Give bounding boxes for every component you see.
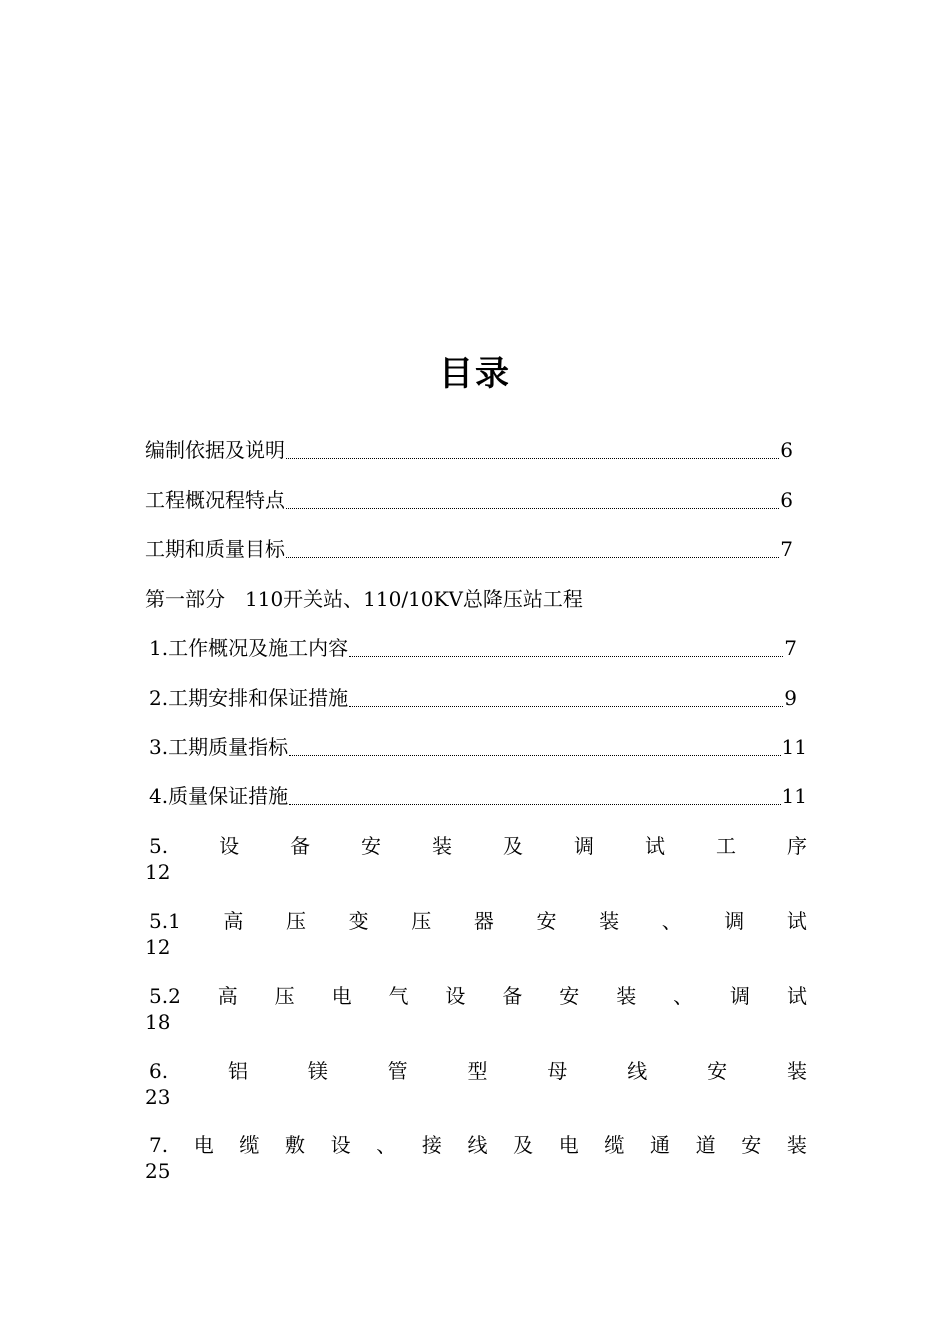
toc-entry[interactable] <box>145 488 793 512</box>
dot-leader <box>289 803 780 805</box>
spread-char: 缆 <box>239 1133 260 1157</box>
toc-spread-entry[interactable] <box>145 834 807 884</box>
toc-spread-entry[interactable] <box>145 984 807 1034</box>
toc-sub-entry[interactable] <box>149 784 807 808</box>
dot-leader <box>349 705 783 707</box>
toc-entry-label: 工期和质量目标 <box>145 537 285 561</box>
spread-char: 备 <box>290 834 311 858</box>
toc-entry-page: 11 <box>781 784 807 808</box>
spread-char: 线 <box>627 1059 648 1083</box>
spread-char: 高 <box>223 909 244 933</box>
toc-entry[interactable] <box>145 537 793 561</box>
toc-entry-page: 6 <box>780 488 793 512</box>
spread-char: 接 <box>421 1133 442 1157</box>
spread-char: 器 <box>473 909 494 933</box>
spread-char: 试 <box>644 834 665 858</box>
spread-char: 安 <box>559 984 580 1008</box>
spread-char: 镁 <box>307 1059 328 1083</box>
spread-char: 铝 <box>227 1059 248 1083</box>
toc-entry-label: 2.工期安排和保证措施 <box>149 686 349 710</box>
toc-entry-label: 工程概况程特点 <box>145 488 285 512</box>
spread-label-row <box>145 1059 807 1083</box>
toc-entry-label: 编制依据及说明 <box>145 438 285 462</box>
spread-char: 及 <box>513 1133 534 1157</box>
spread-char: 装 <box>786 1059 807 1083</box>
spread-char: 线 <box>467 1133 488 1157</box>
spread-char: 敷 <box>284 1133 305 1157</box>
spread-char: 5.1 <box>149 909 181 933</box>
spread-char: 装 <box>786 1133 807 1157</box>
spread-char: 备 <box>502 984 523 1008</box>
spread-char: 、 <box>673 984 694 1008</box>
spread-char: 安 <box>741 1133 762 1157</box>
dot-leader <box>286 507 779 509</box>
toc-sub-entry[interactable] <box>149 735 807 759</box>
spread-char: 高 <box>217 984 238 1008</box>
toc-title: 目录 <box>439 354 511 394</box>
spread-char: 压 <box>274 984 295 1008</box>
spread-char: 7. <box>149 1133 169 1157</box>
spread-char: 6. <box>149 1059 169 1083</box>
toc-spread-entry[interactable] <box>145 909 807 959</box>
toc-entry-page: 25 <box>145 1159 171 1183</box>
spread-char: 装 <box>599 909 620 933</box>
toc-sub-entry[interactable] <box>149 636 797 660</box>
spread-char: 序 <box>786 834 807 858</box>
dot-leader <box>286 457 779 459</box>
spread-char: 设 <box>330 1133 351 1157</box>
spread-char: 道 <box>695 1133 716 1157</box>
spread-char: 及 <box>503 834 524 858</box>
spread-label-row <box>145 909 807 933</box>
spread-char: 、 <box>661 909 682 933</box>
toc-entry-page: 23 <box>145 1085 171 1109</box>
toc-entry-page: 18 <box>145 1010 171 1034</box>
dot-leader <box>289 754 780 756</box>
spread-char: 5.2 <box>149 984 181 1008</box>
spread-label-row <box>145 1133 807 1157</box>
toc-entry-label: 1.工作概况及施工内容 <box>149 636 349 660</box>
spread-char: 、 <box>376 1133 397 1157</box>
spread-char: 通 <box>649 1133 670 1157</box>
spread-label-row <box>145 984 807 1008</box>
spread-char: 设 <box>219 834 240 858</box>
toc-entry-page: 6 <box>780 438 793 462</box>
toc-entry-page: 7 <box>784 636 797 660</box>
spread-char: 安 <box>361 834 382 858</box>
toc-entry[interactable] <box>145 438 793 462</box>
spread-char: 型 <box>467 1059 488 1083</box>
spread-char: 压 <box>411 909 432 933</box>
toc-entry-page: 9 <box>784 686 797 710</box>
spread-char: 设 <box>445 984 466 1008</box>
spread-char: 试 <box>786 984 807 1008</box>
part-heading: 第一部分 110开关站、110/10KV总降压站工程 <box>145 587 583 611</box>
toc-sub-entry[interactable] <box>149 686 797 710</box>
spread-char: 调 <box>724 909 745 933</box>
spread-char: 5. <box>149 834 169 858</box>
spread-char: 变 <box>348 909 369 933</box>
toc-entry-label: 3.工期质量指标 <box>149 735 289 759</box>
toc-entry-page: 7 <box>780 537 793 561</box>
toc-entry-label: 4.质量保证措施 <box>149 784 289 808</box>
spread-char: 母 <box>547 1059 568 1083</box>
spread-char: 工 <box>715 834 736 858</box>
toc-spread-entry[interactable] <box>145 1133 807 1183</box>
spread-char: 缆 <box>604 1133 625 1157</box>
spread-label-row <box>145 834 807 858</box>
toc-entry-page: 12 <box>145 935 171 959</box>
toc-entry-page: 11 <box>781 735 807 759</box>
spread-char: 电 <box>558 1133 579 1157</box>
spread-char: 试 <box>786 909 807 933</box>
spread-char: 电 <box>193 1133 214 1157</box>
spread-char: 装 <box>616 984 637 1008</box>
spread-char: 管 <box>387 1059 408 1083</box>
spread-char: 安 <box>707 1059 728 1083</box>
spread-char: 气 <box>388 984 409 1008</box>
toc-entry-page: 12 <box>145 860 171 884</box>
spread-char: 装 <box>432 834 453 858</box>
spread-char: 安 <box>536 909 557 933</box>
dot-leader <box>349 655 783 657</box>
spread-char: 调 <box>574 834 594 858</box>
toc-spread-entry[interactable] <box>145 1059 807 1109</box>
dot-leader <box>286 556 779 558</box>
spread-char: 电 <box>331 984 352 1008</box>
spread-char: 调 <box>730 984 751 1008</box>
spread-char: 压 <box>286 909 307 933</box>
